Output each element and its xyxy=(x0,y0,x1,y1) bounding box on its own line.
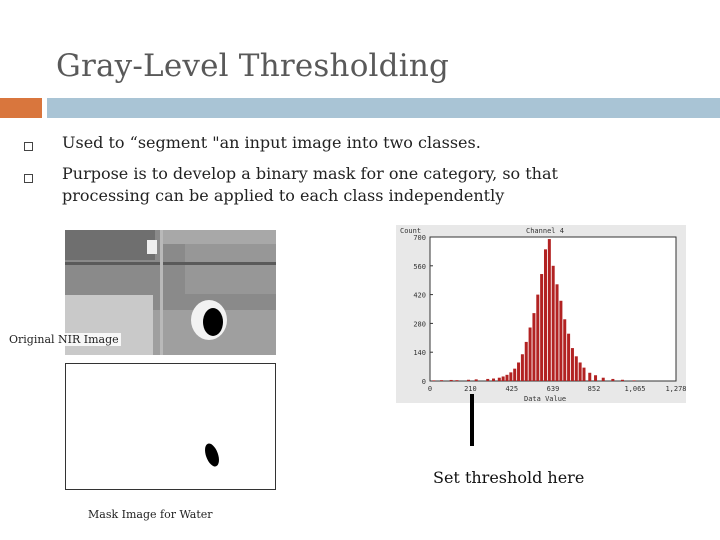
histogram-bar xyxy=(602,378,605,381)
histogram-bar xyxy=(529,328,532,381)
histogram-bar xyxy=(513,369,516,381)
histogram-bar xyxy=(548,239,551,381)
x-tick-label: 0 xyxy=(427,385,433,393)
histogram-panel xyxy=(396,225,686,403)
histogram-bar xyxy=(621,380,624,381)
x-tick-label: 1,065 xyxy=(624,385,646,393)
histogram-bar xyxy=(440,380,443,381)
threshold-marker xyxy=(470,394,474,446)
histogram-bar xyxy=(611,379,614,381)
histogram-bar xyxy=(532,313,535,381)
histogram-bar xyxy=(588,373,591,381)
mask-image-label: Mask Image for Water xyxy=(88,508,213,521)
histogram-bar xyxy=(559,301,562,381)
y-tick-label: 0 xyxy=(421,378,426,386)
accent-bar-orange xyxy=(0,98,42,118)
histogram-bar xyxy=(563,319,566,381)
histogram-bar xyxy=(594,375,597,381)
histogram-bar xyxy=(498,378,501,381)
original-image-label: Original NIR Image xyxy=(9,333,119,346)
x-tick-label: 1,278 xyxy=(665,385,686,393)
histogram-bar xyxy=(575,356,578,381)
bullet-text-1: Used to “segment "an input image into two classes. xyxy=(62,133,481,152)
histogram-bar xyxy=(486,379,489,381)
y-tick-label: 140 xyxy=(413,349,426,358)
histogram-bar xyxy=(582,368,585,381)
histogram-bar xyxy=(517,362,520,381)
histogram-bar xyxy=(450,380,453,381)
x-tick-label: 852 xyxy=(587,385,601,393)
bullet-icon xyxy=(24,174,33,183)
x-tick-label: 639 xyxy=(546,385,560,393)
y-tick-label: 560 xyxy=(413,262,426,271)
histogram-chart xyxy=(396,225,686,403)
histogram-bar xyxy=(536,295,539,381)
histogram-bar xyxy=(571,348,574,381)
y-tick-label: 280 xyxy=(413,320,426,329)
histogram-bar xyxy=(540,274,543,381)
histogram-bar xyxy=(567,334,570,381)
histogram-bar xyxy=(544,249,547,381)
histogram-bar xyxy=(633,380,636,381)
threshold-label: Set threshold here xyxy=(433,468,585,487)
histogram-bar xyxy=(552,266,555,381)
histogram-bar xyxy=(509,372,512,381)
histogram-bar xyxy=(525,342,528,381)
slide-title: Gray-Level Thresholding xyxy=(56,48,450,84)
histogram-bar xyxy=(432,380,435,381)
y-axis-title: Count xyxy=(400,227,422,235)
bullet-icon xyxy=(24,142,33,151)
histogram-bar xyxy=(579,362,582,381)
histogram-bar xyxy=(505,375,508,381)
x-tick-label: 425 xyxy=(505,385,519,393)
histogram-bar xyxy=(521,354,524,381)
mask-image xyxy=(65,363,276,490)
x-axis-title: Data Value xyxy=(524,395,567,403)
bullet-text-2: Purpose is to develop a binary mask for one category, so that processing can be applied to each class independently xyxy=(62,164,558,205)
histogram-bar xyxy=(455,380,458,381)
y-tick-label: 420 xyxy=(413,291,426,300)
histogram-bar xyxy=(492,379,495,381)
x-tick-label: 210 xyxy=(464,385,477,393)
histogram-bar xyxy=(475,379,478,381)
channel-label: Channel 4 xyxy=(526,227,564,235)
y-tick-label: 700 xyxy=(413,234,426,242)
histogram-bar xyxy=(556,284,559,381)
histogram-bar xyxy=(467,380,470,381)
histogram-bar xyxy=(502,376,505,381)
accent-bar-blue xyxy=(47,98,720,118)
